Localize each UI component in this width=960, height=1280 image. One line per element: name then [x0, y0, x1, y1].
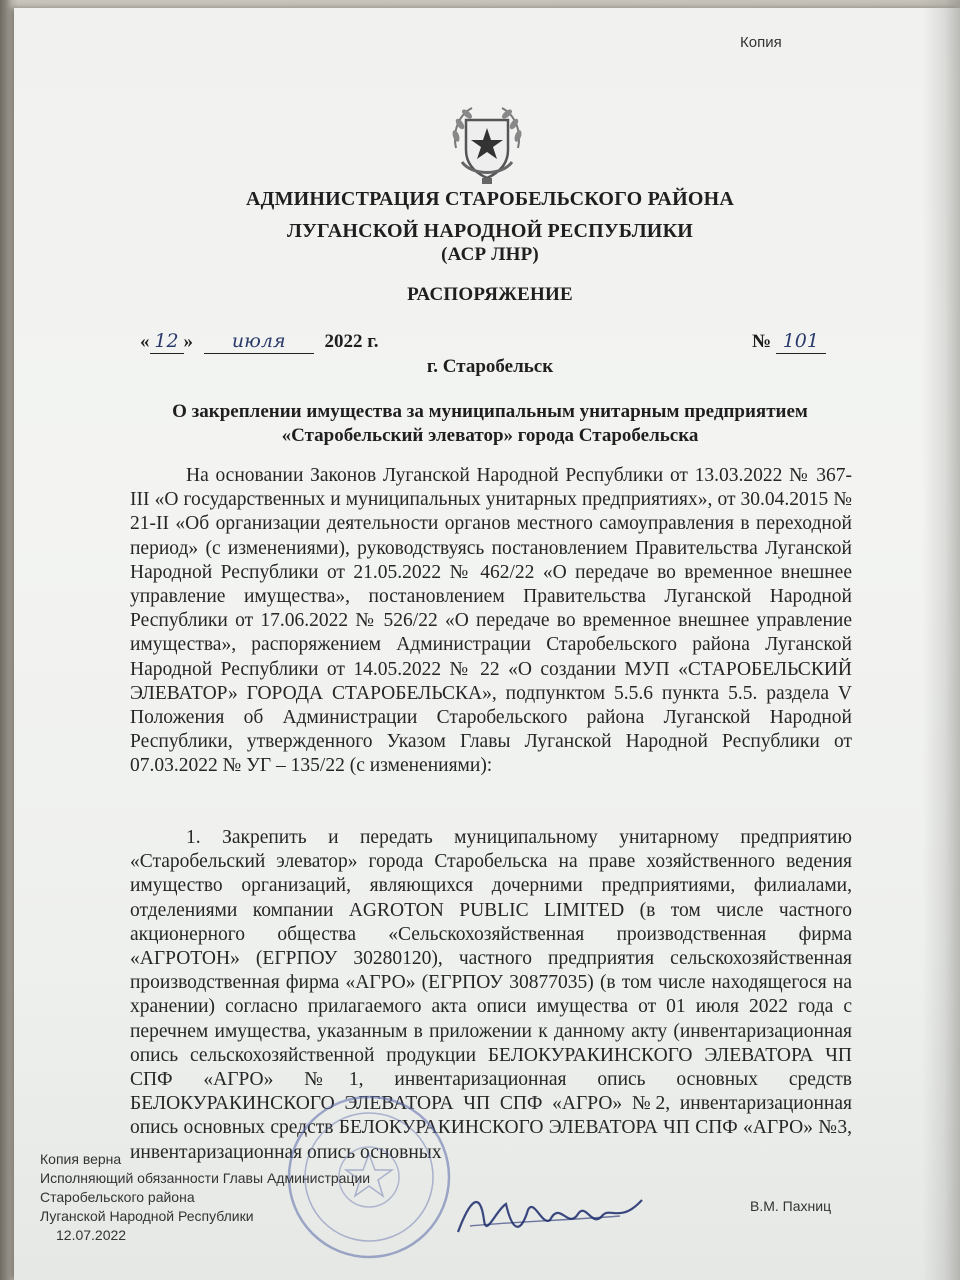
header-line-2: ЛУГАНСКОЙ НАРОДНОЙ РЕСПУБЛИКИ [286, 220, 694, 242]
date-month: июля [231, 330, 286, 352]
coat-of-arms-emblem-icon [442, 100, 532, 188]
page-edge-shadow [922, 0, 960, 1280]
date-year: 2022 г. [324, 331, 379, 352]
date-close-quote: » [183, 331, 193, 352]
signer-name: В.М. Пахниц [750, 1198, 832, 1214]
handwritten-signature-icon [450, 1180, 650, 1250]
cert-line-2: Исполняющий обязанности Главы Администрации [40, 1170, 371, 1186]
paragraph-text: 1. Закрепить и передать муниципальному унитарному предприятию «Старобельский элеватор» города Старобельска на праве хозяйственного ведения имущество организаций, являющихся дочерними предприятиями, филиалами, отделениями компании AGROTON PUBLIC LIMITED (в том числе частного акционерного общества «Сельскохозяйственная производственная фирма «АГРОТОН» (ЕГРПОУ 30280120), частного предприятия сельскохозяйственная производственная фирма «АГРО» (ЕГРПОУ 30877035) (в том числе находящегося на хранении) согласно прилагаемого акта описи имущества от 01 июля 2022 года с перечнем имущества, указанным в приложении к данному акту (инвентаризационная опись сельскохозяйственной продукции БЕЛОКУРАКИНСКОГО ЭЛЕВАТОРА ЧП СПФ «АГРО» №1, инвентаризационная опись основных средств БЕЛОКУРАКИНСКОГО ЭЛЕВАТОРА ЧП СПФ «АГРО» №2, инвентаризационная опись основных средств БЕЛОКУРАКИНСКОГО ЭЛЕВАТОРА ЧП СПФ «АГРО» №3, инвентаризационная опись основных [130, 827, 852, 1163]
document-type: РАСПОРЯЖЕНИЕ [407, 284, 573, 305]
header-abbreviation: (АСР ЛНР) [441, 244, 539, 265]
body-paragraph-2 [130, 826, 852, 1165]
cert-line-3: Старобельского района [40, 1189, 195, 1205]
document-date [140, 330, 379, 354]
date-day: 12 [154, 330, 179, 352]
document-number [752, 330, 826, 354]
paragraph-text: На основании Законов Луганской Народной Республики от 13.03.2022 № 367-III «О государственных и муниципальных унитарных предприятиях», от 30.04.2015 № 21-II «Об организации деятельности органов местного самоуправления в переходной период» (с изменениями), руководствуясь постановлением Правительства Луганской Народной Республики от 21.05.2022 № 462/22 «О передаче во временное внешнее управление имущества», постановлением Правительства Луганской Народной Республики от 17.06.2022 № 526/22 «О передаче во временное внешнее управление имущества», распоряжением Администрации Старобельского района Луганской Народной Республики от 14.05.2022 № 22 «О создании МУП «СТАРОБЕЛЬСКИЙ ЭЛЕВАТОР» ГОРОДА СТАРОБЕЛЬСКА», подпунктом 5.5.6 пункта 5.5. раздела V Положения об Администрации Старобельского района Луганской Народной Республики, утвержденного Указом Главы Луганской Народной Республики от 07.03.2022 № УГ – 135/22 (с изменениями): [130, 465, 852, 777]
cert-date: 12.07.2022 [56, 1227, 127, 1243]
document-title [130, 400, 850, 448]
date-open-quote: « [140, 331, 150, 352]
copy-label: Копия [740, 34, 782, 51]
number-value: 101 [782, 330, 819, 352]
title-line-2: «Старобельский элеватор» города Старобельска [281, 425, 699, 446]
certification-block [40, 1150, 370, 1245]
header-line-1: АДМИНИСТРАЦИЯ СТАРОБЕЛЬСКОГО РАЙОНА [245, 188, 734, 210]
cert-line-4: Луганской Народной Республики [40, 1208, 254, 1224]
cert-line-1: Копия верна [40, 1151, 122, 1167]
body-paragraph-1 [130, 464, 852, 779]
title-line-1: О закреплении имущества за муниципальным унитарным предприятием [172, 401, 808, 422]
city: г. Старобельск [426, 356, 554, 377]
number-label: № [752, 331, 772, 352]
